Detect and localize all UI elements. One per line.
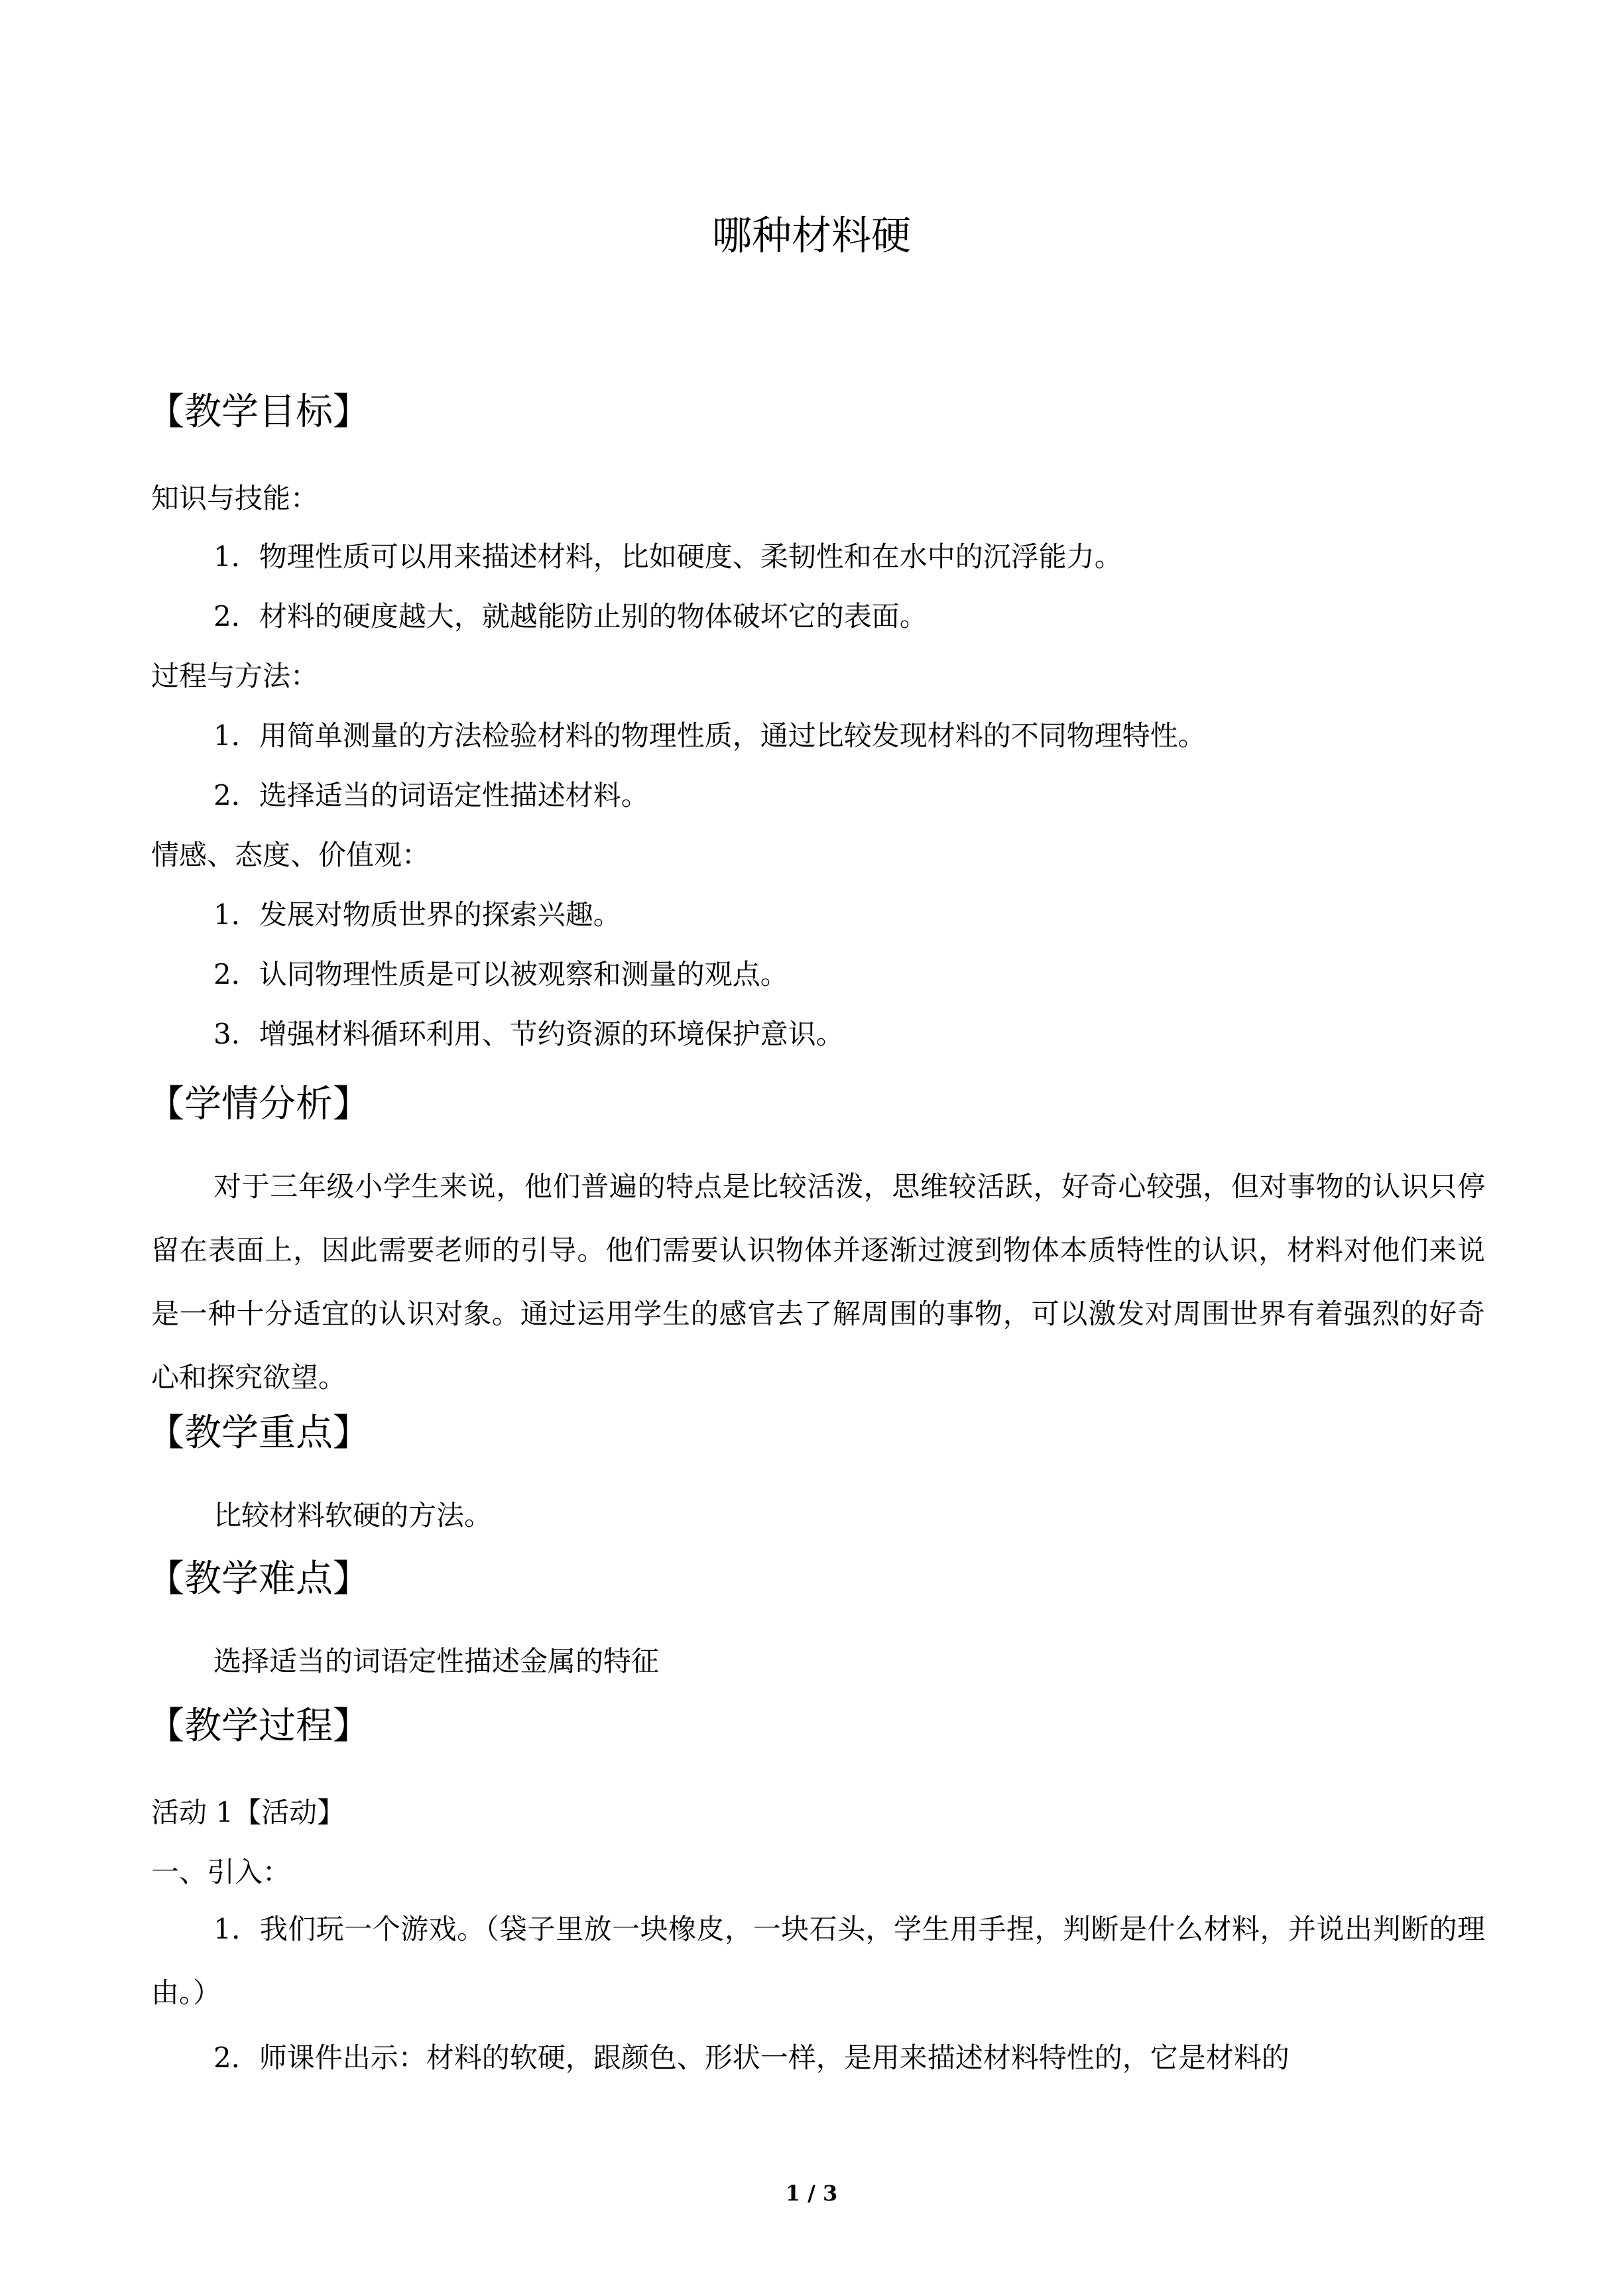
subheading-knowledge: 知识与技能： [151,482,319,514]
section-heading-objectives: 【教学目标】 [147,391,370,434]
procedure-step-1: 1．我们玩一个游戏。（袋子里放一块橡皮，一块石头，学生用手捏，判断是什么材料，并说出判断的理由。） [151,1913,1485,2009]
procedure-step-2: 2．师课件出示：材料的软硬，跟颜色、形状一样，是用来描述材料特性的，它是材料的 [213,2041,1290,2074]
section-heading-key-point: 【教学重点】 [147,1412,370,1455]
section-heading-analysis: 【学情分析】 [147,1083,370,1126]
list-item: 2．认同物理性质是可以被观察和测量的观点。 [213,958,788,991]
list-item: 1．物理性质可以用来描述材料，比如硬度、柔韧性和在水中的沉浮能力。 [213,540,1122,573]
analysis-paragraph: 对于三年级小学生来说，他们普遍的特点是比较活泼，思维较活跃，好奇心较强，但对事物的认识只停留在表面上，因此需要老师的引导。他们需要认识物体并逐渐过渡到物体本质特性的认识，材料对他们来说是一种十分适宜的认识对象。通过运用学生的感官去了解周围的事物，可以激发对周围世界有着强烈的好奇心和探究欲望。 [151,1170,1485,1394]
activity-label: 活动 1【活动】 [151,1796,345,1829]
subheading-attitude: 情感、态度、价值观： [151,839,430,871]
key-point-text: 比较材料软硬的方法。 [213,1499,493,1532]
difficulty-text: 选择适当的词语定性描述金属的特征 [213,1645,660,1677]
list-item: 2．材料的硬度越大，就越能防止别的物体破坏它的表面。 [213,600,928,633]
page-number: 1 / 3 [785,2181,838,2206]
list-item: 1．发展对物质世界的探索兴趣。 [213,898,621,931]
intro-label: 一、引入： [151,1856,291,1888]
list-item: 3．增强材料循环利用、节约资源的环境保护意识。 [213,1018,844,1050]
subheading-process: 过程与方法： [151,660,319,692]
document-title: 哪种材料硬 [712,213,911,259]
section-heading-procedure: 【教学过程】 [147,1705,370,1748]
list-item: 2．选择适当的词语定性描述材料。 [213,779,649,812]
list-item: 1．用简单测量的方法检验材料的物理性质，通过比较发现材料的不同物理特性。 [213,719,1206,752]
section-heading-difficulty: 【教学难点】 [147,1557,370,1601]
